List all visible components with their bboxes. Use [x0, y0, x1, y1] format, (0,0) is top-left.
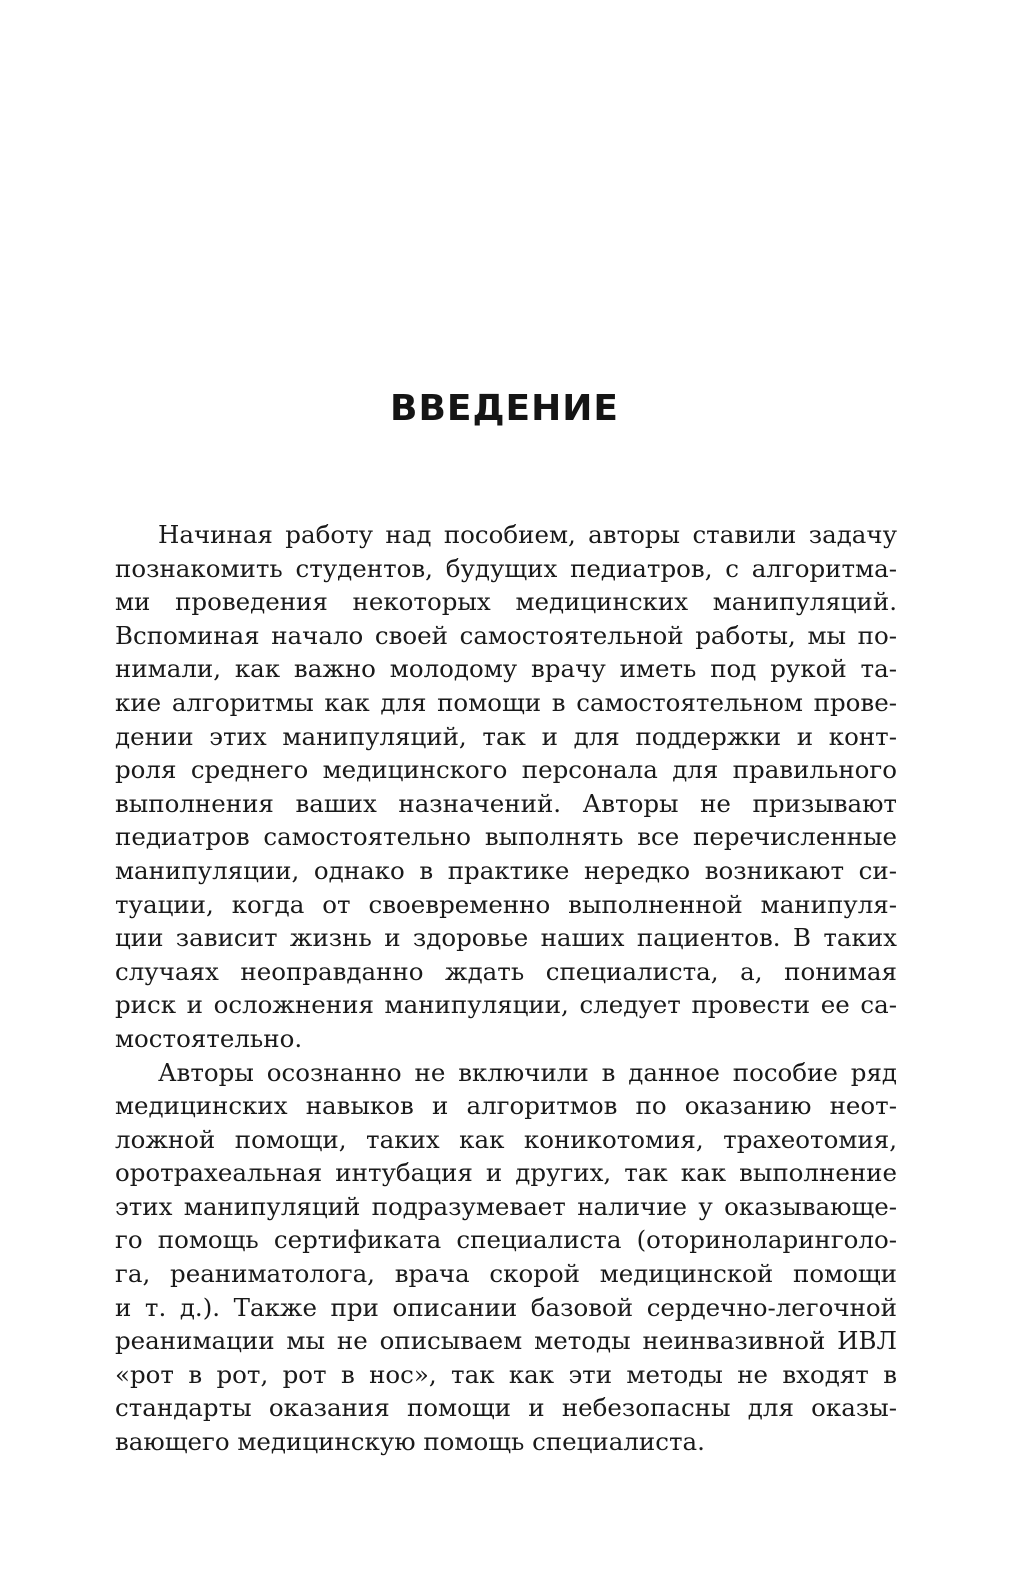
text-line: нимали, как важно молодому врачу иметь под рукой та-: [115, 654, 897, 684]
text-line: риск и осложнения манипуляции, следует провести ее са-: [115, 990, 897, 1020]
paragraph-1: [115, 518, 897, 1056]
text-line: педиатров самостоятельно выполнять все перечисленные: [115, 822, 897, 852]
text-line: га, реаниматолога, врача скорой медицинской помощи: [115, 1259, 897, 1289]
body-text: [115, 518, 897, 1459]
text-line: реанимации мы не описываем методы неинвазивной ИВЛ: [115, 1326, 897, 1356]
text-line: этих манипуляций подразумевает наличие у оказывающе-: [115, 1191, 897, 1221]
text-line: Начиная работу над пособием, авторы ставили задачу: [158, 520, 897, 549]
text-line: мостоятельно.: [115, 1023, 303, 1053]
text-line: го помощь сертификата специалиста (оториноларинголо-: [115, 1225, 897, 1255]
paragraph-2: [115, 1056, 897, 1459]
text-line: кие алгоритмы как для помощи в самостоятельном прове-: [115, 687, 897, 717]
text-line: стандарты оказания помощи и небезопасны для оказы-: [115, 1393, 897, 1423]
text-line: «рот в рот, рот в нос», так как эти методы не входят в: [115, 1359, 897, 1389]
chapter-heading: ВВЕДЕНИЕ: [390, 388, 619, 429]
text-line: дении этих манипуляций, так и для поддержки и конт-: [115, 721, 897, 751]
text-line: манипуляции, однако в практике нередко возникают си-: [115, 855, 897, 885]
text-line: медицинских навыков и алгоритмов по оказанию неот-: [115, 1091, 897, 1121]
text-line: случаях неоправданно ждать специалиста, а, понимая: [115, 956, 897, 986]
text-line: туации, когда от своевременно выполненной манипуля-: [115, 889, 897, 919]
text-line: оротрахеальная интубация и других, так как выполнение: [115, 1158, 897, 1188]
text-line: ции зависит жизнь и здоровье наших пациентов. В таких: [115, 923, 897, 953]
text-line: выполнения ваших назначений. Авторы не призывают: [115, 788, 897, 818]
text-line: и т. д.). Также при описании базовой сердечно-легочной: [115, 1292, 897, 1322]
text-line: Вспоминая начало своей самостоятельной работы, мы по-: [115, 620, 897, 650]
text-line: роля среднего медицинского персонала для правильного: [115, 755, 897, 785]
text-line: Авторы осознанно не включили в данное пособие ряд: [158, 1057, 897, 1087]
text-line: познакомить студентов, будущих педиатров, с алгоритма-: [115, 553, 897, 583]
text-line: ми проведения некоторых медицинских манипуляций.: [115, 587, 897, 617]
text-line: ложной помощи, таких как коникотомия, трахеотомия,: [115, 1124, 897, 1154]
text-line: вающего медицинскую помощь специалиста.: [115, 1427, 705, 1457]
